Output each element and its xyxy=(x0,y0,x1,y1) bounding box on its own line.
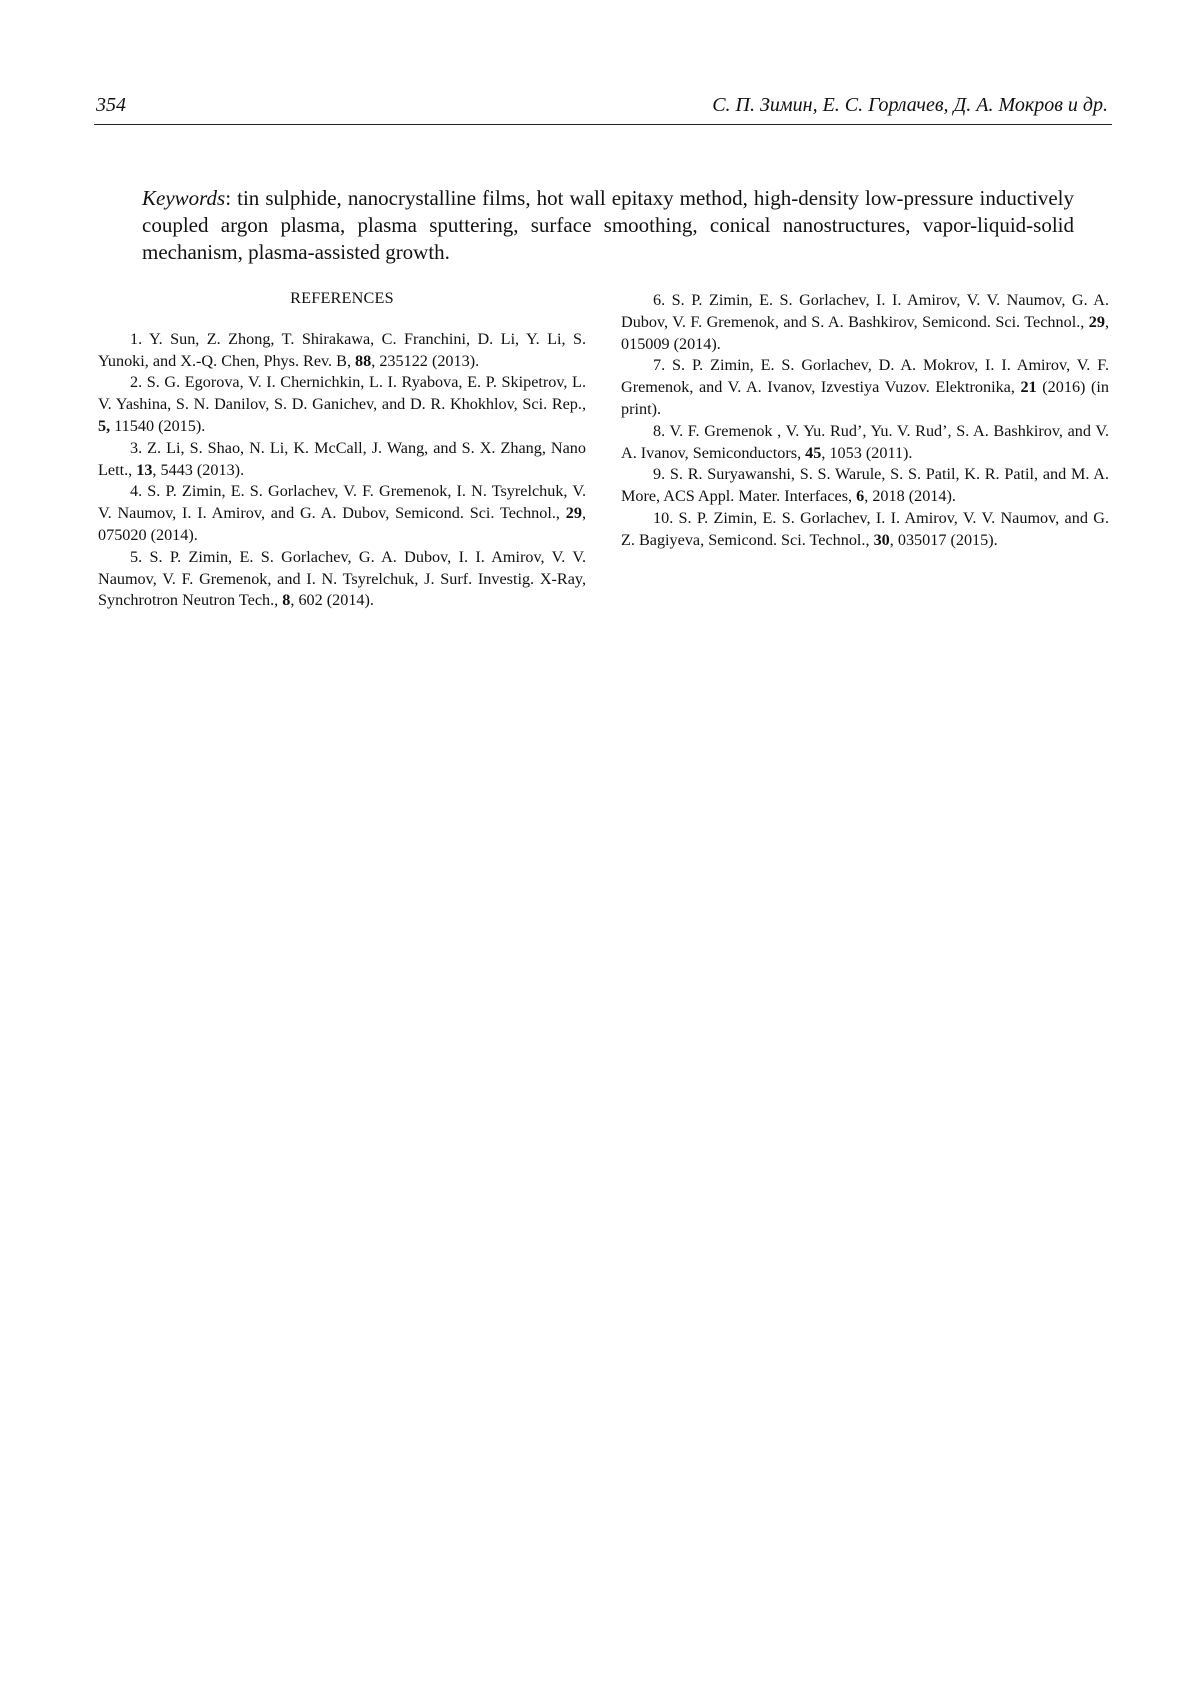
references-column-right xyxy=(621,290,1109,552)
reference-volume: 8 xyxy=(282,591,291,610)
page-number: 354 xyxy=(96,94,126,116)
reference-item: 8. V. F. Gremenok , V. Yu. Rud’, Yu. V. Rud’, S. A. Bashkirov, and V. A. Ivanov, Semiconductors, 45, 1053 (2011). xyxy=(621,421,1109,462)
reference-volume: 13 xyxy=(136,460,153,479)
reference-item: 3. Z. Li, S. Shao, N. Li, K. McCall, J. Wang, and S. X. Zhang, Nano Lett., 13, 5443 (2013). xyxy=(98,438,586,479)
reference-item: 2. S. G. Egorova, V. I. Chernichkin, L. I. Ryabova, E. P. Skipetrov, L. V. Yashina, S. N. Danilov, S. D. Ganichev, and D. R. Khokhlov, Sci. Rep., 5, 11540 (2015). xyxy=(98,373,586,435)
reference-item: 5. S. P. Zimin, E. S. Gorlachev, G. A. Dubov, I. I. Amirov, V. V. Naumov, V. F. Gremenok, and I. N. Tsyrelchuk, J. Surf. Investig. X-Ray, Synchrotron Neutron Tech., 8, 602 (2014). xyxy=(98,547,586,610)
keywords-label: Keywords xyxy=(142,186,226,210)
reference-item: 1. Y. Sun, Z. Zhong, T. Shirakawa, C. Franchini, D. Li, Y. Li, S. Yunoki, and X.-Q. Chen, Phys. Rev. B, 88, 235122 (2013). xyxy=(98,329,586,370)
reference-volume: 29 xyxy=(565,504,582,523)
reference-volume: 88 xyxy=(355,351,372,370)
reference-volume: 45 xyxy=(805,443,822,462)
running-header-authors: С. П. Зимин, Е. С. Горлачев, Д. А. Мокров и др. xyxy=(712,94,1108,116)
reference-volume: 30 xyxy=(873,530,890,549)
reference-volume: 29 xyxy=(1088,312,1105,331)
keywords-text: : tin sulphide, nanocrystalline films, hot wall epitaxy method, high-density low-pressure inductively coupled argon plasma, plasma sputtering, surface smoothing, conical nanostructures, vapor-liquid-solid mechanism, plasma-assisted growth. xyxy=(142,186,1074,264)
references-heading: REFERENCES xyxy=(290,289,394,307)
reference-item: 4. S. P. Zimin, E. S. Gorlachev, V. F. Gremenok, I. N. Tsyrelchuk, V. V. Naumov, I. I. Amirov, and G. A. Dubov, Semicond. Sci. Technol., 29, 075020 (2014). xyxy=(98,482,586,544)
reference-item: 10. S. P. Zimin, E. S. Gorlachev, I. I. Amirov, V. V. Naumov, and G. Z. Bagiyeva, Semicond. Sci. Technol., 30, 035017 (2015). xyxy=(621,508,1109,549)
reference-volume: 6 xyxy=(856,487,865,506)
reference-item: 9. S. R. Suryawanshi, S. S. Warule, S. S. Patil, K. R. Patil, and M. A. More, ACS Appl. Mater. Interfaces, 6, 2018 (2014). xyxy=(621,465,1109,506)
keywords-paragraph xyxy=(142,185,1074,266)
reference-item: 7. S. P. Zimin, E. S. Gorlachev, D. A. Mokrov, I. I. Amirov, V. F. Gremenok, and V. A. Ivanov, Izvestiya Vuzov. Elektronika, 21 (2016) (in print). xyxy=(621,356,1110,418)
references-column-left xyxy=(98,288,586,612)
reference-volume: 5, xyxy=(98,416,111,435)
reference-volume: 21 xyxy=(1020,378,1037,397)
reference-item: 6. S. P. Zimin, E. S. Gorlachev, I. I. Amirov, V. V. Naumov, G. A. Dubov, V. F. Gremenok, and S. A. Bashkirov, Semicond. Sci. Technol., 29, 015009 (2014). xyxy=(621,291,1109,353)
running-header xyxy=(94,90,1112,125)
